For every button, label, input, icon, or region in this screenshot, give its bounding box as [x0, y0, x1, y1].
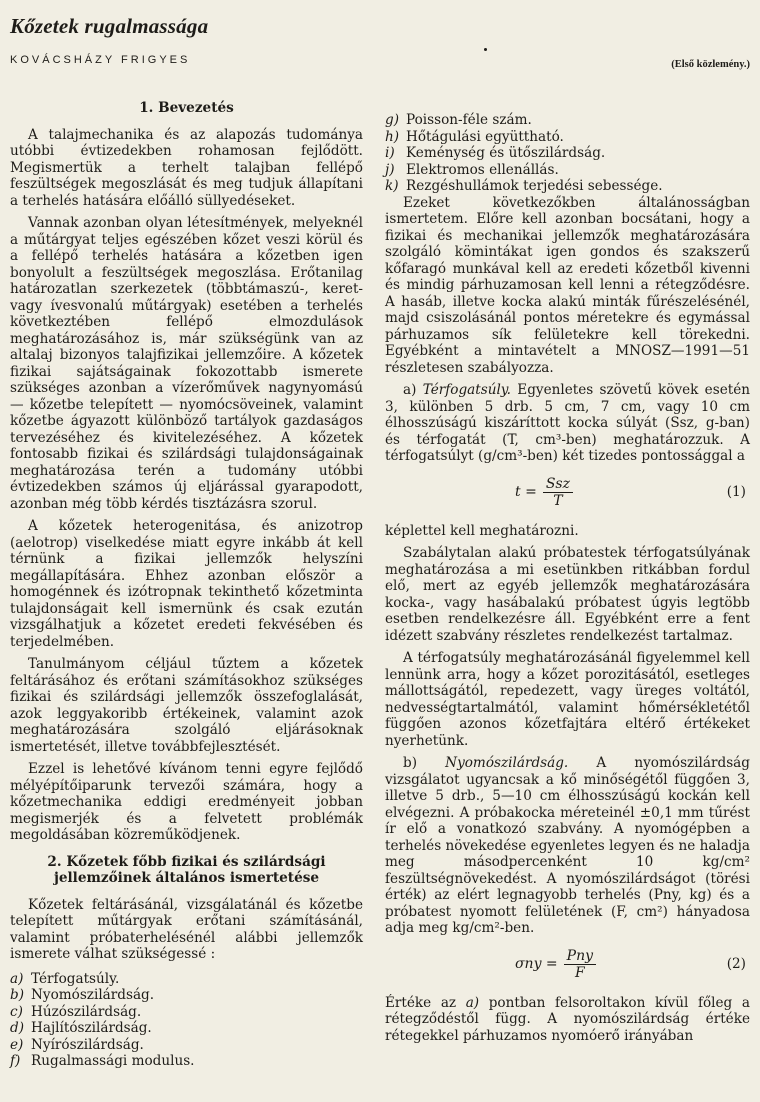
list-text: Keménység és ütőszilárdság. — [406, 145, 606, 161]
list-letter: e) — [10, 1036, 24, 1053]
list-letter: a) — [10, 970, 24, 987]
article-title: Kőzetek rugalmassága — [10, 14, 209, 38]
equation-lhs: t = — [515, 484, 537, 501]
paragraph: A térfogatsúly meghatározásánál figyelemmel kell lennünk arra, hogy a kőzet porozitásától, esetleges mállottságától, repedezett, vagy üreges voltától, nedvességtartalmától, valamint hőmérsékletétől függően azonos kőzetfajtára eltérő értékeket nyerhetünk. — [385, 650, 750, 749]
paragraph: Ezeket következőkben általánosságban ismertetem. Előre kell azonban bocsátani, hogy a fizikai és mechanikai jellemzők meghatározására szolgáló kömintákat igen gondos és szakszerű kőfaragó munkával kell az eredeti kőzetből kivenni és mindig párhuzamosan kell lenni a rétegződésre. A hasáb, illetve kocka alakú minták fűrészelésénél, majd csiszolásánál pontos méretekre és egymással párhuzamos sík felületekre kell törekedni. Egyébként a mintavételt a MNOSZ—1991—51 részletesen szabályozza. — [385, 194, 750, 376]
list-item — [10, 1020, 363, 1037]
list-text: Térfogatsúly. — [31, 970, 120, 987]
paragraph: képlettel kell meghatározni. — [385, 522, 579, 539]
list-item — [385, 112, 750, 129]
section-2-title: 2. Kőzetek főbb fizikai és szilárdsági jellemzőinek általános ismertetése — [47, 853, 326, 886]
list-letter: b) — [10, 987, 25, 1003]
paragraph: Tanulmányom céljául tűztem a kőzetek feltárásához és erőtani számításokhoz szükséges fizikai és szilárdsági jellemzők összefoglalását, azok leggyakoribb értékeinek, valamint azok meghatározására szolgáló eljárásoknak ismertetését, illetve továbbfejlesztését. — [10, 656, 363, 755]
list-text: Poisson-féle szám. — [406, 112, 532, 128]
section-1-title: 1. Bevezetés — [139, 100, 234, 116]
list-item — [10, 1004, 363, 1021]
item-label: a) — [403, 382, 417, 398]
equation-number: (2) — [726, 956, 746, 973]
property-list-continued — [385, 112, 750, 195]
list-letter: h) — [385, 128, 400, 145]
paragraph — [385, 995, 750, 1045]
paragraph: Ezzel is lehetővé kívánom tenni egyre fejlődő mélyépítőiparunk tervezői számára, hogy a kőzetmechanika eddigi eredményeit jobban megismerjék és a felvetett problémák megoldásában közreműködjenek. — [10, 761, 363, 843]
item-term: Nyomószilárdság. — [445, 755, 569, 771]
list-letter: g) — [385, 112, 400, 128]
paragraph: A talajmechanika és az alapozás tudománya utóbbi évtizedekben rohamosan fejlődött. Megismertük a terhelt talajban fellépő feszültségek megoszlását és meg tudjuk állapítani a terhelés hatására előálló süllyedéseket. — [10, 126, 363, 209]
list-text: Rugalmassági modulus. — [31, 1053, 195, 1069]
list-text: Hőtágulási együttható. — [406, 128, 564, 145]
item-term: Térfogatsúly. — [422, 382, 511, 398]
item-label: b) — [403, 755, 418, 771]
left-column — [10, 100, 363, 1070]
list-text: Nyírószilárdság. — [31, 1036, 144, 1053]
item-text: Egyenletes szövetű kövek esetén 3, különben 5 drb. 5 cm, 7 cm, vagy 10 cm élhosszúságú kiszáríttott kocka súlyát (Ssz, g-ban) és térfogatát (T, cm³-ben) meghatározzuk. A térfogatsúlyt (g/cm³-ben) két tizedes pontossággal a — [385, 382, 750, 464]
list-letter: k) — [385, 178, 399, 194]
equation-lhs: σny = — [515, 956, 558, 973]
equation-denominator: F — [574, 965, 585, 981]
list-letter: j) — [385, 161, 395, 178]
list-text: Nyomószilárdság. — [31, 987, 155, 1003]
equation-numerator: Ssz — [543, 476, 573, 493]
list-item — [10, 1053, 363, 1070]
equation-number: (1) — [726, 484, 746, 501]
list-letter: i) — [385, 145, 395, 161]
paragraph: Szabálytalan alakú próbatestek térfogatsúlyának meghatározása a mi esetünkben ritkábban fordul elő, mert az egyéb jellemzők meghatározására kocka-, vagy hasábalakú próbatest úgyis legtöbb esetben rendelkezésre áll. Egyébként erre a fent idézett szabvány részletes rendelkezést tartalmaz. — [385, 545, 750, 644]
list-item — [385, 145, 750, 162]
equation-2 — [385, 945, 750, 985]
list-item — [10, 1037, 363, 1054]
list-item — [10, 971, 363, 988]
right-column — [385, 104, 750, 1044]
item-text: A nyomószilárdság vizsgálatot ugyancsak a kő minőségétől függően 3, illetve 5 drb., 5—10 cm élhosszúságú kockán kell elvégezni. A próbakocka méreteinél ±0,1 mm tűrést ír elő a vonatkozó szabvány. A nyomógépben a terhelés növekedése egyenletes legyen és ne haladja meg másodpercenként 10 kg/cm² feszültségnövekedést. A nyomószilárdságot (törési érték) az elért legnagyobb terhelés (Pny, kg) és a próbatest nyomott felületének (F, cm²) hányadosa adja meg kg/cm²-ben. — [385, 755, 750, 936]
list-item — [385, 178, 750, 195]
paragraph: Vannak azonban olyan létesítmények, melyeknél a műtárgyat teljes egészében kőzet veszi körül és a fellépő terhelés hatására a kőzetben igen bonyolult a feszültségek megoszlása. Erőtanilag határozatlan szerkezetek (többtámaszú-, keret- vagy ívesvonalú műtárgyak) esetében a terhelés következtében fellépő elmozdulások meghatározásához is, már szükségünk van az altalaj bizonyos talajfizikai jellemzőire. A kőzetek fizikai sajátságainak fokozottabb ismerete szükséges azonban a vízerőművek nagynyomású — kőzetbe telepített — nyomócsöveinek, valamint kőzetbe ágyazott különböző tartályok gazdaságos tervezéséhez és kivitelezéséhez. A kőzetek fontosabb fizikai és szilárdsági tulajdonságainak meghatározása terén a tudomány utóbbi évtizedekben számos új eljárással gyarapodott, azonban még több kérdés tisztázásra szorul. — [10, 215, 363, 512]
equation-denominator: T — [553, 493, 563, 509]
list-letter: f) — [10, 1053, 21, 1069]
text-fragment: Értéke az — [385, 994, 457, 1011]
list-text: Hajlítószilárdság. — [31, 1020, 152, 1036]
equation-1 — [385, 473, 750, 513]
list-item — [385, 162, 750, 179]
ink-speck — [484, 48, 487, 51]
property-list — [10, 971, 363, 1070]
list-text: Rezgéshullámok terjedési sebessége. — [406, 178, 663, 194]
list-item — [385, 129, 750, 146]
paragraph: Kőzetek feltárásánál, vizsgálatánál és kőzetbe telepített műtárgyak erőtani számításánál, valamint próbaterhelésénél alábbi jellemzők ismerete válhat szükségessé : — [10, 896, 363, 962]
list-text: Húzószilárdság. — [31, 1003, 142, 1020]
paragraph — [385, 755, 750, 937]
paragraph — [385, 382, 750, 465]
publication-note: (Első közlemény.) — [671, 59, 750, 70]
list-letter: d) — [10, 1020, 25, 1036]
author-name: KOVÁCSHÁZY FRIGYES — [10, 54, 191, 66]
list-text: Elektromos ellenállás. — [406, 161, 559, 178]
paragraph: A kőzetek heterogenitása, és anizotrop (aelotrop) viselkedése miatt egyre inkább át kell térnünk a fizikai jellemzők helyszíni megállapítására. Ehhez azonban először a homogénnek és izótropnak tekinthető kőzetminta tulajdonságait kell ismernünk és csak ezután vizsgálhatjuk a kőzetet eredeti fekvésében és terjedelmében. — [10, 518, 363, 650]
item-label: a) — [465, 994, 480, 1011]
equation-numerator: Pny — [564, 948, 596, 965]
list-item — [10, 987, 363, 1004]
text-fragment: pontban felsoroltakon kívül főleg a rétegződéstől függ. A nyomószilárdság értéke rétegekkel párhuzamos nyomóerő irányában — [385, 994, 750, 1044]
list-letter: c) — [10, 1003, 23, 1020]
